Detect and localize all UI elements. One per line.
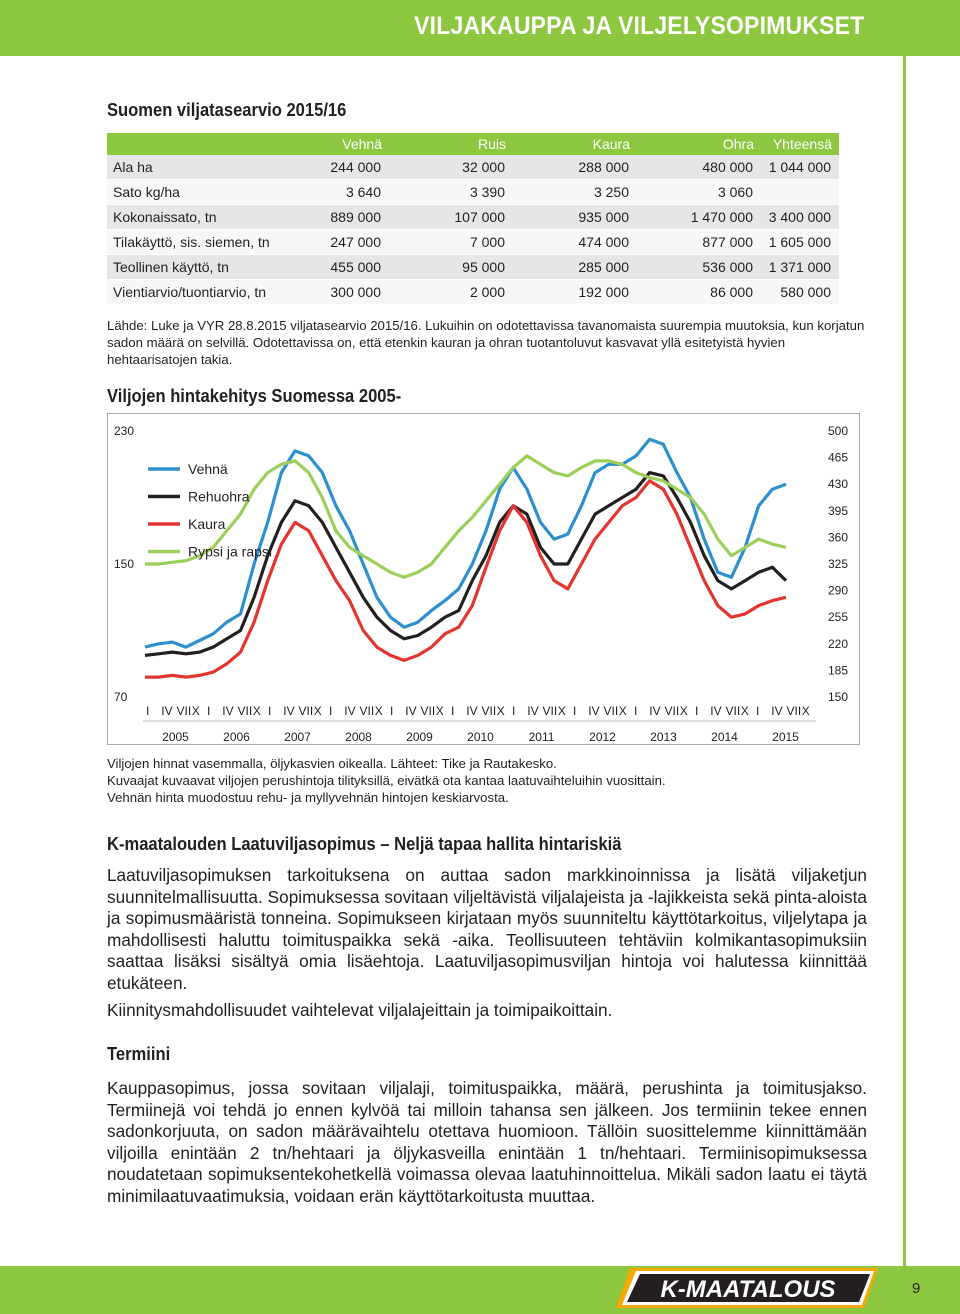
table-cell: 86 000	[637, 280, 761, 305]
x-month-tick-label: IV	[344, 704, 356, 718]
x-month-tick-label: VII	[481, 704, 497, 718]
table-cell: 580 000	[761, 280, 839, 305]
page-number: 9	[912, 1280, 921, 1297]
y-left-tick-label: 150	[114, 557, 135, 571]
table-header-row	[107, 133, 839, 155]
table-cell: 107 000	[389, 205, 513, 230]
table-cell: 480 000	[637, 155, 761, 180]
x-month-tick-label: X	[496, 704, 505, 718]
k-maatalous-logo	[616, 1268, 878, 1308]
price-chart-svg	[108, 414, 859, 744]
x-month-tick-label: VII	[176, 704, 192, 718]
x-month-tick-label: I	[451, 704, 455, 718]
table-cell: 300 000	[312, 280, 389, 305]
table-cell: 288 000	[513, 155, 637, 180]
body-paragraph: Kiinnitysmahdollisuudet vaihtelevat viljalajeittain ja toimipaikoittain.	[107, 1000, 613, 1020]
section-title: VILJAKAUPPA JA VILJELYSOPIMUKSET	[413, 12, 864, 40]
table-cell: 1 044 000	[761, 155, 839, 180]
x-year-tick-label: 2008	[345, 730, 372, 744]
table-cell: 32 000	[389, 155, 513, 180]
x-month-tick-label: IV	[405, 704, 417, 718]
table-row	[107, 155, 839, 180]
x-month-tick-label: X	[740, 704, 749, 718]
table-cell: 3 640	[312, 180, 389, 205]
x-month-tick-label: IV	[161, 704, 173, 718]
table-cell: 7 000	[389, 230, 513, 255]
x-year-tick-label: 2014	[711, 730, 738, 744]
table-cell	[761, 180, 839, 205]
table-cell: 1 371 000	[761, 255, 839, 280]
x-month-tick-label: X	[374, 704, 383, 718]
x-year-tick-label: 2007	[284, 730, 311, 744]
table-row	[107, 205, 839, 230]
table-cell: 889 000	[312, 205, 389, 230]
section-heading: K-maatalouden Laatuviljasopimus – Neljä tapaa hallita hintariskiä	[107, 834, 622, 854]
x-month-tick-label: I	[512, 704, 516, 718]
x-month-tick-label: X	[557, 704, 566, 718]
y-right-tick-label: 290	[828, 583, 849, 598]
x-year-tick-label: 2011	[528, 730, 555, 744]
table-cell: 192 000	[513, 280, 637, 305]
table-cell: Vientiarvio/tuontiarvio, tn	[107, 280, 312, 305]
x-month-tick-label: I	[390, 704, 394, 718]
table-cell: Ala ha	[107, 155, 312, 180]
y-right-tick-label: 360	[828, 530, 849, 545]
page-header	[0, 0, 960, 56]
table-cell: 3 400 000	[761, 205, 839, 230]
price-chart	[107, 413, 860, 745]
x-month-tick-label: X	[191, 704, 200, 718]
table-cell: 3 250	[513, 180, 637, 205]
x-month-tick-label: I	[146, 704, 150, 718]
x-month-tick-label: VII	[542, 704, 558, 718]
legend-label: Rypsi ja rapsi	[188, 543, 273, 560]
table-cell: 2 000	[389, 280, 513, 305]
x-month-tick-label: IV	[588, 704, 600, 718]
x-month-tick-label: VII	[359, 704, 375, 718]
svg-text:K-MAATALOUS: K-MAATALOUS	[660, 1276, 836, 1303]
x-month-tick-label: IV	[771, 704, 783, 718]
x-month-tick-label: I	[756, 704, 760, 718]
x-year-tick-label: 2012	[589, 730, 616, 744]
x-month-tick-label: VII	[603, 704, 619, 718]
x-year-tick-label: 2006	[223, 730, 250, 744]
x-month-tick-label: X	[435, 704, 444, 718]
table-header-cell: Ruis	[389, 133, 513, 155]
table-row	[107, 280, 839, 305]
x-month-tick-label: VII	[786, 704, 802, 718]
section-heading: Termiini	[107, 1044, 171, 1064]
y-right-tick-label: 185	[828, 663, 849, 678]
y-right-tick-label: 325	[828, 557, 849, 571]
x-month-tick-label: IV	[283, 704, 295, 718]
legend-label: Rehuohra	[188, 488, 250, 505]
x-month-tick-label: I	[268, 704, 272, 718]
x-month-tick-label: I	[695, 704, 699, 718]
chart-note: Vehnän hinta muodostuu rehu- ja myllyvehnän hintojen keskiarvosta.	[107, 790, 509, 805]
side-rule	[903, 56, 906, 1266]
table-cell: 455 000	[312, 255, 389, 280]
table-cell: 1 470 000	[637, 205, 761, 230]
table-cell: 536 000	[637, 255, 761, 280]
table-cell: 285 000	[513, 255, 637, 280]
table-cell: 244 000	[312, 155, 389, 180]
table-header-cell: Vehnä	[312, 133, 389, 155]
x-month-tick-label: VII	[725, 704, 741, 718]
legend-label: Kaura	[188, 516, 226, 532]
table-source-note: Lähde: Luke ja VYR 28.8.2015 viljatasearvio 2015/16. Lukuihin on odotettavissa tavanomaista suurempia muutoksia, kun korjatun sadon määrä on selvillä. Odotettavissa on, että etenkin kauran ja ohran tuotantoluvut kasvavat yllä esitetyistä hyvien hehtaarisatojen takia.	[107, 318, 865, 367]
table-cell: 3 390	[389, 180, 513, 205]
chart-note: Kuvaajat kuvaavat viljojen perushintoja tilityksillä, eivätkä ota kantaa laatuvaihteluihin vuosittain.	[107, 773, 666, 788]
table-cell: Kokonaissato, tn	[107, 205, 312, 230]
table-row	[107, 180, 839, 205]
table-cell: 935 000	[513, 205, 637, 230]
table-cell: 1 605 000	[761, 230, 839, 255]
x-month-tick-label: IV	[527, 704, 539, 718]
table-cell: 877 000	[637, 230, 761, 255]
x-month-tick-label: VII	[298, 704, 314, 718]
table-cell: Tilakäyttö, sis. siemen, tn	[107, 230, 312, 255]
chart-note: Viljojen hinnat vasemmalla, öljykasvien oikealla. Lähteet: Tike ja Rautakesko.	[107, 756, 557, 771]
table-cell: Sato kg/ha	[107, 180, 312, 205]
y-right-tick-label: 395	[828, 503, 849, 518]
x-month-tick-label: I	[573, 704, 577, 718]
x-month-tick-label: VII	[664, 704, 680, 718]
table-row	[107, 230, 839, 255]
x-year-tick-label: 2013	[650, 730, 677, 744]
x-month-tick-label: X	[679, 704, 688, 718]
table-cell: 474 000	[513, 230, 637, 255]
y-right-tick-label: 255	[828, 610, 849, 625]
table-header-cell	[107, 133, 312, 155]
x-month-tick-label: I	[207, 704, 211, 718]
x-month-tick-label: IV	[649, 704, 661, 718]
x-month-tick-label: X	[618, 704, 627, 718]
body-paragraph: Laatuviljasopimuksen tarkoituksena on auttaa sadon markkinoinnissa ja lisätä viljaketjun suunnitelmallisuutta. Sopimuksessa sovitaan viljeltävistä viljalajeista ja -lajikkeista sekä pinta-aloista ja sopimusmääristä tonneina. Sopimukseen kirjataan myös suunniteltu käyttötarkoitus, viljelytapa ja mahdollisesti haluttu toimituspaikka sekä -aika. Teollisuuteen tehtäviin kolmikantasopimuksiin saattaa lisäksi sisältyä omia lisäehtoja. Laatuviljasopimusviljan hintoja voi halutessa kiinnittää etukäteen.	[107, 865, 867, 993]
y-right-tick-label: 150	[828, 690, 849, 704]
table-header-cell: Yhteensä	[761, 133, 839, 155]
x-month-tick-label: IV	[466, 704, 478, 718]
x-year-tick-label: 2015	[772, 730, 799, 744]
legend-label: Vehnä	[188, 461, 228, 477]
table-cell: 95 000	[389, 255, 513, 280]
x-year-tick-label: 2005	[162, 730, 189, 744]
table-cell: Teollinen käyttö, tn	[107, 255, 312, 280]
table-title: Suomen viljatasearvio 2015/16	[107, 100, 347, 120]
x-month-tick-label: I	[329, 704, 333, 718]
grain-balance-table	[107, 133, 839, 305]
table-header-cell: Ohra	[637, 133, 761, 155]
y-right-tick-label: 465	[828, 450, 849, 465]
x-month-tick-label: X	[801, 704, 810, 718]
y-right-tick-label: 430	[828, 477, 849, 492]
y-right-tick-label: 500	[828, 424, 849, 438]
y-left-tick-label: 70	[114, 690, 128, 704]
x-month-tick-label: I	[634, 704, 638, 718]
table-cell: 247 000	[312, 230, 389, 255]
x-month-tick-label: VII	[237, 704, 253, 718]
chart-title: Viljojen hintakehitys Suomessa 2005-	[107, 386, 402, 406]
x-month-tick-label: VII	[420, 704, 436, 718]
table-row	[107, 255, 839, 280]
body-paragraph: Kauppasopimus, jossa sovitaan viljalaji, toimituspaikka, määrä, perushinta ja toimitusjakso. Termiinejä voi tehdä jo ennen kylvöä tai milloin tahansa sen jälkeen. Jos termiinin tekee ennen sadonkorjuuta, on sadon määrävaihtelu otettava huomioon. Tällöin suosittelemme kiinnittämään viljoilla enintään 2 tn/hehtaari ja öljykasveilla enintään 1 tn/hehtaari. Termiinisopimuksessa noudatetaan sopimuksentekohetkellä voimassa olevaa laatuhinnoittelua. Mikäli sadon laatu ei täytä minimilaatuvaatimuksia, voidaan erän käyttötarkoitusta muuttaa.	[107, 1078, 867, 1206]
x-month-tick-label: X	[313, 704, 322, 718]
y-right-tick-label: 220	[828, 636, 849, 651]
table-header-cell: Kaura	[513, 133, 637, 155]
x-month-tick-label: IV	[222, 704, 234, 718]
x-year-tick-label: 2010	[467, 730, 494, 744]
table-cell: 3 060	[637, 180, 761, 205]
y-left-tick-label: 230	[114, 424, 135, 438]
x-year-tick-label: 2009	[406, 730, 433, 744]
x-month-tick-label: X	[252, 704, 261, 718]
x-month-tick-label: IV	[710, 704, 722, 718]
